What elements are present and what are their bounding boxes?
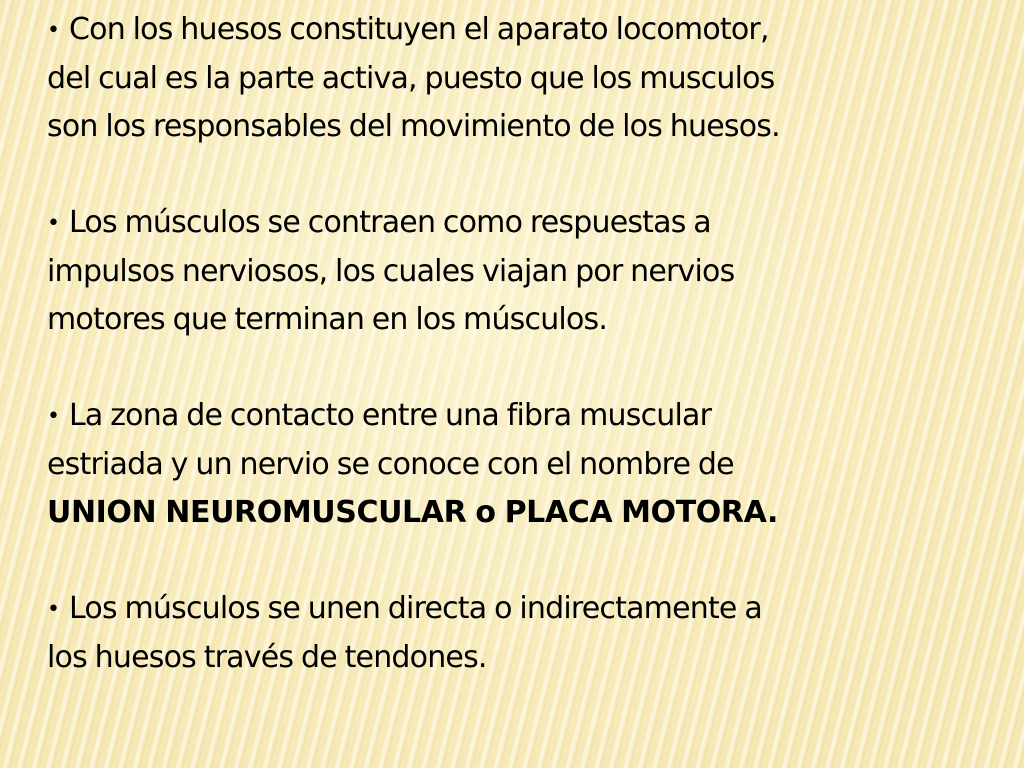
bullet-icon: •	[47, 597, 60, 622]
bullet-paragraph-1	[47, 6, 1007, 151]
bullet-paragraph-4	[47, 585, 1007, 682]
bullet-paragraph-3	[47, 392, 1007, 537]
bullet-paragraph-2	[47, 199, 1007, 344]
paragraph-1-line-3: son los responsables del movimiento de los huesos.	[47, 109, 780, 144]
bullet-icon: •	[47, 404, 60, 429]
paragraph-1-line-1: Con los huesos constituyen el aparato locomotor,	[69, 12, 769, 47]
slide-content	[47, 6, 1007, 756]
bullet-icon: •	[47, 18, 60, 43]
paragraph-2-line-3: motores que terminan en los músculos.	[47, 302, 608, 337]
paragraph-1-line-2: del cual es la parte activa, puesto que los musculos	[47, 61, 775, 96]
paragraph-2-line-2: impulsos nerviosos, los cuales viajan por nervios	[47, 254, 735, 289]
paragraph-3-bold-term: UNION NEUROMUSCULAR o PLACA MOTORA.	[47, 495, 778, 530]
bullet-icon: •	[47, 211, 60, 236]
paragraph-3-line-2: estriada y un nervio se conoce con el nombre de	[47, 447, 734, 482]
paragraph-3-line-1: La zona de contacto entre una fibra muscular	[69, 398, 712, 433]
paragraph-4-line-1: Los músculos se unen directa o indirectamente a	[69, 591, 762, 626]
paragraph-2-line-1: Los músculos se contraen como respuestas a	[69, 205, 711, 240]
paragraph-4-line-2: los huesos través de tendones.	[47, 640, 487, 675]
